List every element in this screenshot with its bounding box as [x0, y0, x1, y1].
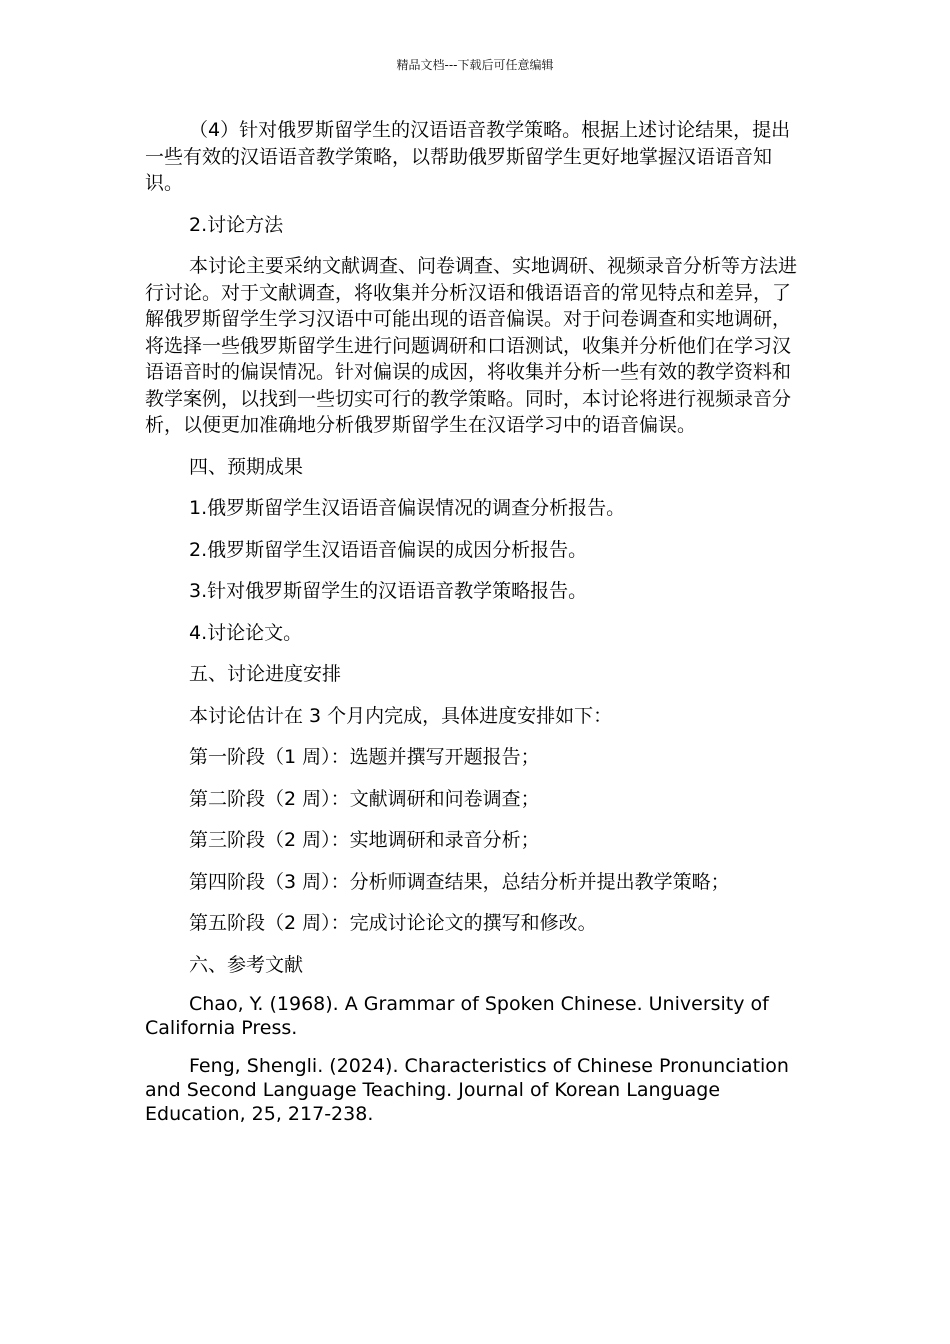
- page-header: 精品文档---下载后可任意编辑: [396, 58, 554, 72]
- paragraph-schedule-intro: 本讨论估计在 3 个月内完成，具体进度安排如下：: [189, 704, 613, 727]
- paragraph-teaching-strategy: （4）针对俄罗斯留学生的汉语语音教学策略。根据上述讨论结果，提出一些有效的汉语语音教学策略，以帮助俄罗斯留学生更好地掌握汉语语音知识。: [145, 119, 791, 194]
- schedule-stage-5: 第五阶段（2 周）：完成讨论论文的撰写和修改。: [189, 912, 597, 934]
- list-item-result-3: 3.针对俄罗斯留学生的汉语语音教学策略报告。: [189, 580, 588, 602]
- section-heading-schedule: 五、讨论进度安排: [189, 663, 342, 685]
- list-item-result-4: 4.讨论论文。: [189, 621, 303, 644]
- section-heading-expected-results: 四、预期成果: [189, 455, 304, 478]
- schedule-stage-3: 第三阶段（2 周）：实地调研和录音分析；: [189, 829, 540, 851]
- schedule-stage-4: 第四阶段（3 周）：分析师调查结果，总结分析并提出教学策略；: [189, 870, 730, 893]
- section-heading-references: 六、参考文献: [189, 953, 304, 976]
- schedule-stage-2: 第二阶段（2 周）：文献调研和问卷调查；: [189, 787, 540, 810]
- reference-entry: Feng, Shengli. (2024). Characteristics of Chinese Pronunciation and Second Language Teaching. Journal of Korean Language Education, 25, 217-238.: [145, 1055, 789, 1125]
- list-item-result-2: 2.俄罗斯留学生汉语语音偏误的成因分析报告。: [189, 538, 588, 561]
- reference-entry: Chao, Y. (1968). A Grammar of Spoken Chinese. University of California Press.: [145, 993, 769, 1039]
- schedule-stage-1: 第一阶段（1 周）：选题并撰写开题报告；: [189, 746, 540, 768]
- paragraph-method: 本讨论主要采纳文献调查、问卷调查、实地调研、视频录音分析等方法进行讨论。对于文献调查，将收集并分析汉语和俄语语音的常见特点和差异，了解俄罗斯留学生学习汉语中可能出现的语音偏误。对于问卷调查和实地调研，将选择一些俄罗斯留学生进行问题调研和口语测试，收集并分析他们在学习汉语语音时的偏误情况。针对偏误的成因，将收集并分析一些有效的教学资料和教学案例，以找到一些切实可行的教学策略。同时，本讨论将进行视频录音分析，以便更加准确地分析俄罗斯留学生在汉语学习中的语音偏误。: [145, 255, 798, 436]
- section-heading-method: 2.讨论方法: [189, 213, 284, 236]
- list-item-result-1: 1.俄罗斯留学生汉语语音偏误情况的调查分析报告。: [189, 497, 626, 519]
- document-body: [145, 117, 805, 1140]
